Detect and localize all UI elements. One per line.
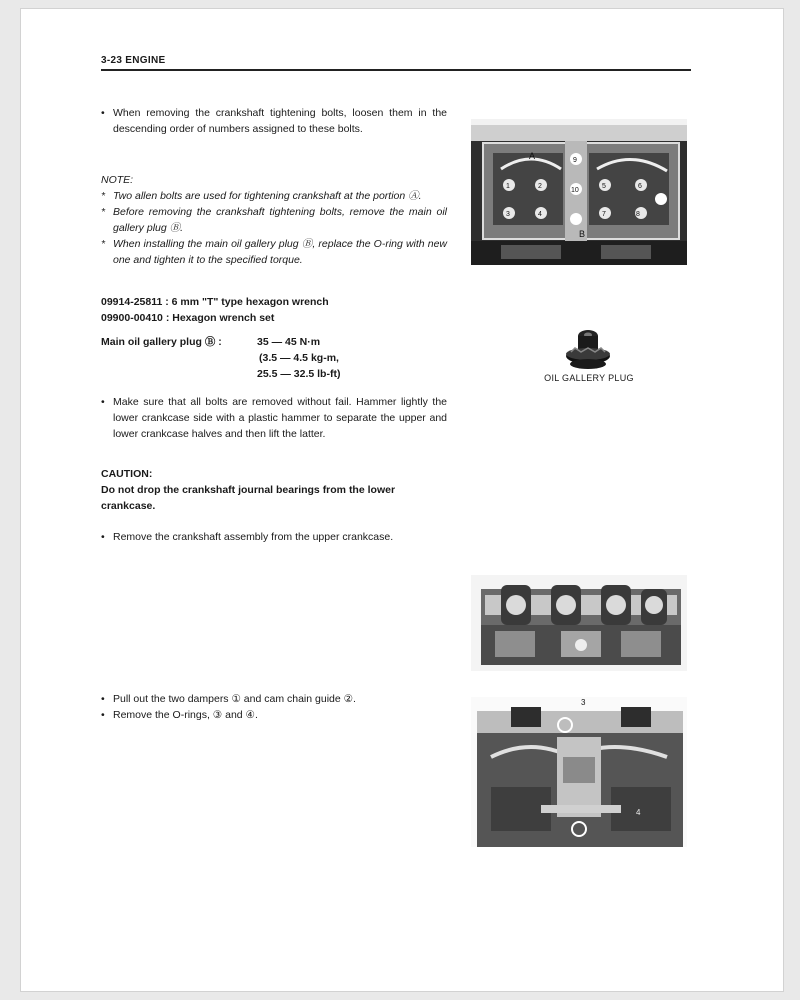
bullet-remove-crankshaft	[101, 529, 447, 545]
list-item	[101, 691, 447, 707]
photo3-mark: 3	[581, 698, 586, 707]
torque-line-3: 25.5 — 32.5 lb-ft)	[257, 368, 341, 380]
photo1-mark-b: B	[579, 229, 586, 239]
crankcase-bolts-illustration	[471, 119, 687, 265]
photo-crankcase-bolts	[471, 119, 687, 265]
tool-desc: Hexagon wrench set	[172, 312, 275, 324]
tool-line-1: 09914-25811 : 6 mm "T" type hexagon wrench	[101, 296, 329, 308]
photo1-mark: 1	[506, 183, 510, 190]
manual-page	[20, 8, 784, 992]
oil-gallery-plug-icon	[561, 326, 615, 374]
bullet-list-dampers	[101, 691, 447, 723]
header-rule	[101, 69, 691, 71]
tool-desc: 6 mm "T" type hexagon wrench	[171, 296, 329, 308]
photo1-mark: 2	[538, 183, 542, 190]
tool-code: 09900-00410	[101, 312, 163, 324]
note-title: NOTE:	[101, 174, 134, 186]
caution-title: CAUTION:	[101, 468, 153, 480]
photo1-mark: 6	[638, 183, 642, 190]
note-asterisk: *	[101, 238, 106, 250]
note-text: When installing the main oil gallery plug Ⓑ, replace the O-ring with new one and tighten it to the specified torque.	[113, 238, 447, 266]
bullet-separate-crankcase	[101, 394, 447, 442]
crankshaft-assembly-illustration	[471, 575, 687, 671]
caution-text: Do not drop the crankshaft journal bearings from the lower crankcase.	[101, 484, 396, 512]
bullet-dot: •	[101, 107, 105, 119]
bullet-text: Make sure that all bolts are removed without fail. Hammer lightly the lower crankcase side with a plastic hammer to separate the upper and lower crankcase halves and then lift the latter.	[113, 396, 447, 440]
bullet-dot: •	[101, 709, 105, 721]
note-asterisk: *	[101, 190, 106, 202]
note-item-3	[101, 236, 447, 268]
oil-gallery-plug-image	[561, 326, 615, 374]
tool-code: 09914-25811	[101, 296, 163, 308]
note-text: Before removing the crankshaft tightening bolts, remove the main oil gallery plug Ⓑ.	[113, 206, 447, 234]
photo1-mark: 8	[636, 211, 640, 218]
special-tools	[101, 294, 451, 326]
photo1-mark: 10	[571, 187, 579, 194]
bullet-text: When removing the crankshaft tightening bolts, loosen them in the descending order of numbers assigned to these bolts.	[113, 107, 447, 135]
list-item	[101, 707, 447, 723]
photo1-mark: 9	[573, 157, 577, 164]
note-asterisk: *	[101, 206, 106, 218]
bullet-text: Pull out the two dampers ① and cam chain guide ②.	[113, 693, 356, 705]
note-item-1	[101, 188, 447, 204]
note-text: Two allen bolts are used for tightening crankshaft at the portion Ⓐ.	[113, 190, 422, 202]
bullet-dot: •	[101, 693, 105, 705]
photo1-mark: 3	[506, 211, 510, 218]
photo1-mark: 5	[602, 183, 606, 190]
photo1-mark: 4	[538, 211, 542, 218]
page-header: 3-23 ENGINE	[101, 55, 166, 66]
torque-label: Main oil gallery plug Ⓑ :	[101, 336, 222, 348]
bullet-dot: •	[101, 531, 105, 543]
oil-gallery-plug-caption: OIL GALLERY PLUG	[544, 373, 634, 383]
note-list	[101, 188, 447, 268]
photo3-mark: 4	[636, 808, 641, 817]
torque-line-2: (3.5 — 4.5 kg-m,	[259, 352, 339, 364]
torque-line-1: 35 — 45 N·m	[257, 336, 321, 348]
torque-values	[257, 334, 340, 382]
photo-crankshaft-assembly	[471, 575, 687, 671]
photo1-mark: 7	[602, 211, 606, 218]
photo1-mark-a: A	[529, 151, 536, 161]
bullet-dot: •	[101, 396, 105, 408]
bullet-text: Remove the crankshaft assembly from the upper crankcase.	[113, 531, 394, 543]
tool-line-2: 09900-00410 : Hexagon wrench set	[101, 312, 275, 324]
upper-crankcase-illustration	[471, 697, 687, 847]
bullet-crankshaft-bolts	[101, 105, 447, 137]
note-item-2	[101, 204, 447, 236]
photo-upper-crankcase-orings	[471, 697, 687, 847]
bullet-text: Remove the O-rings, ③ and ④.	[113, 709, 258, 721]
